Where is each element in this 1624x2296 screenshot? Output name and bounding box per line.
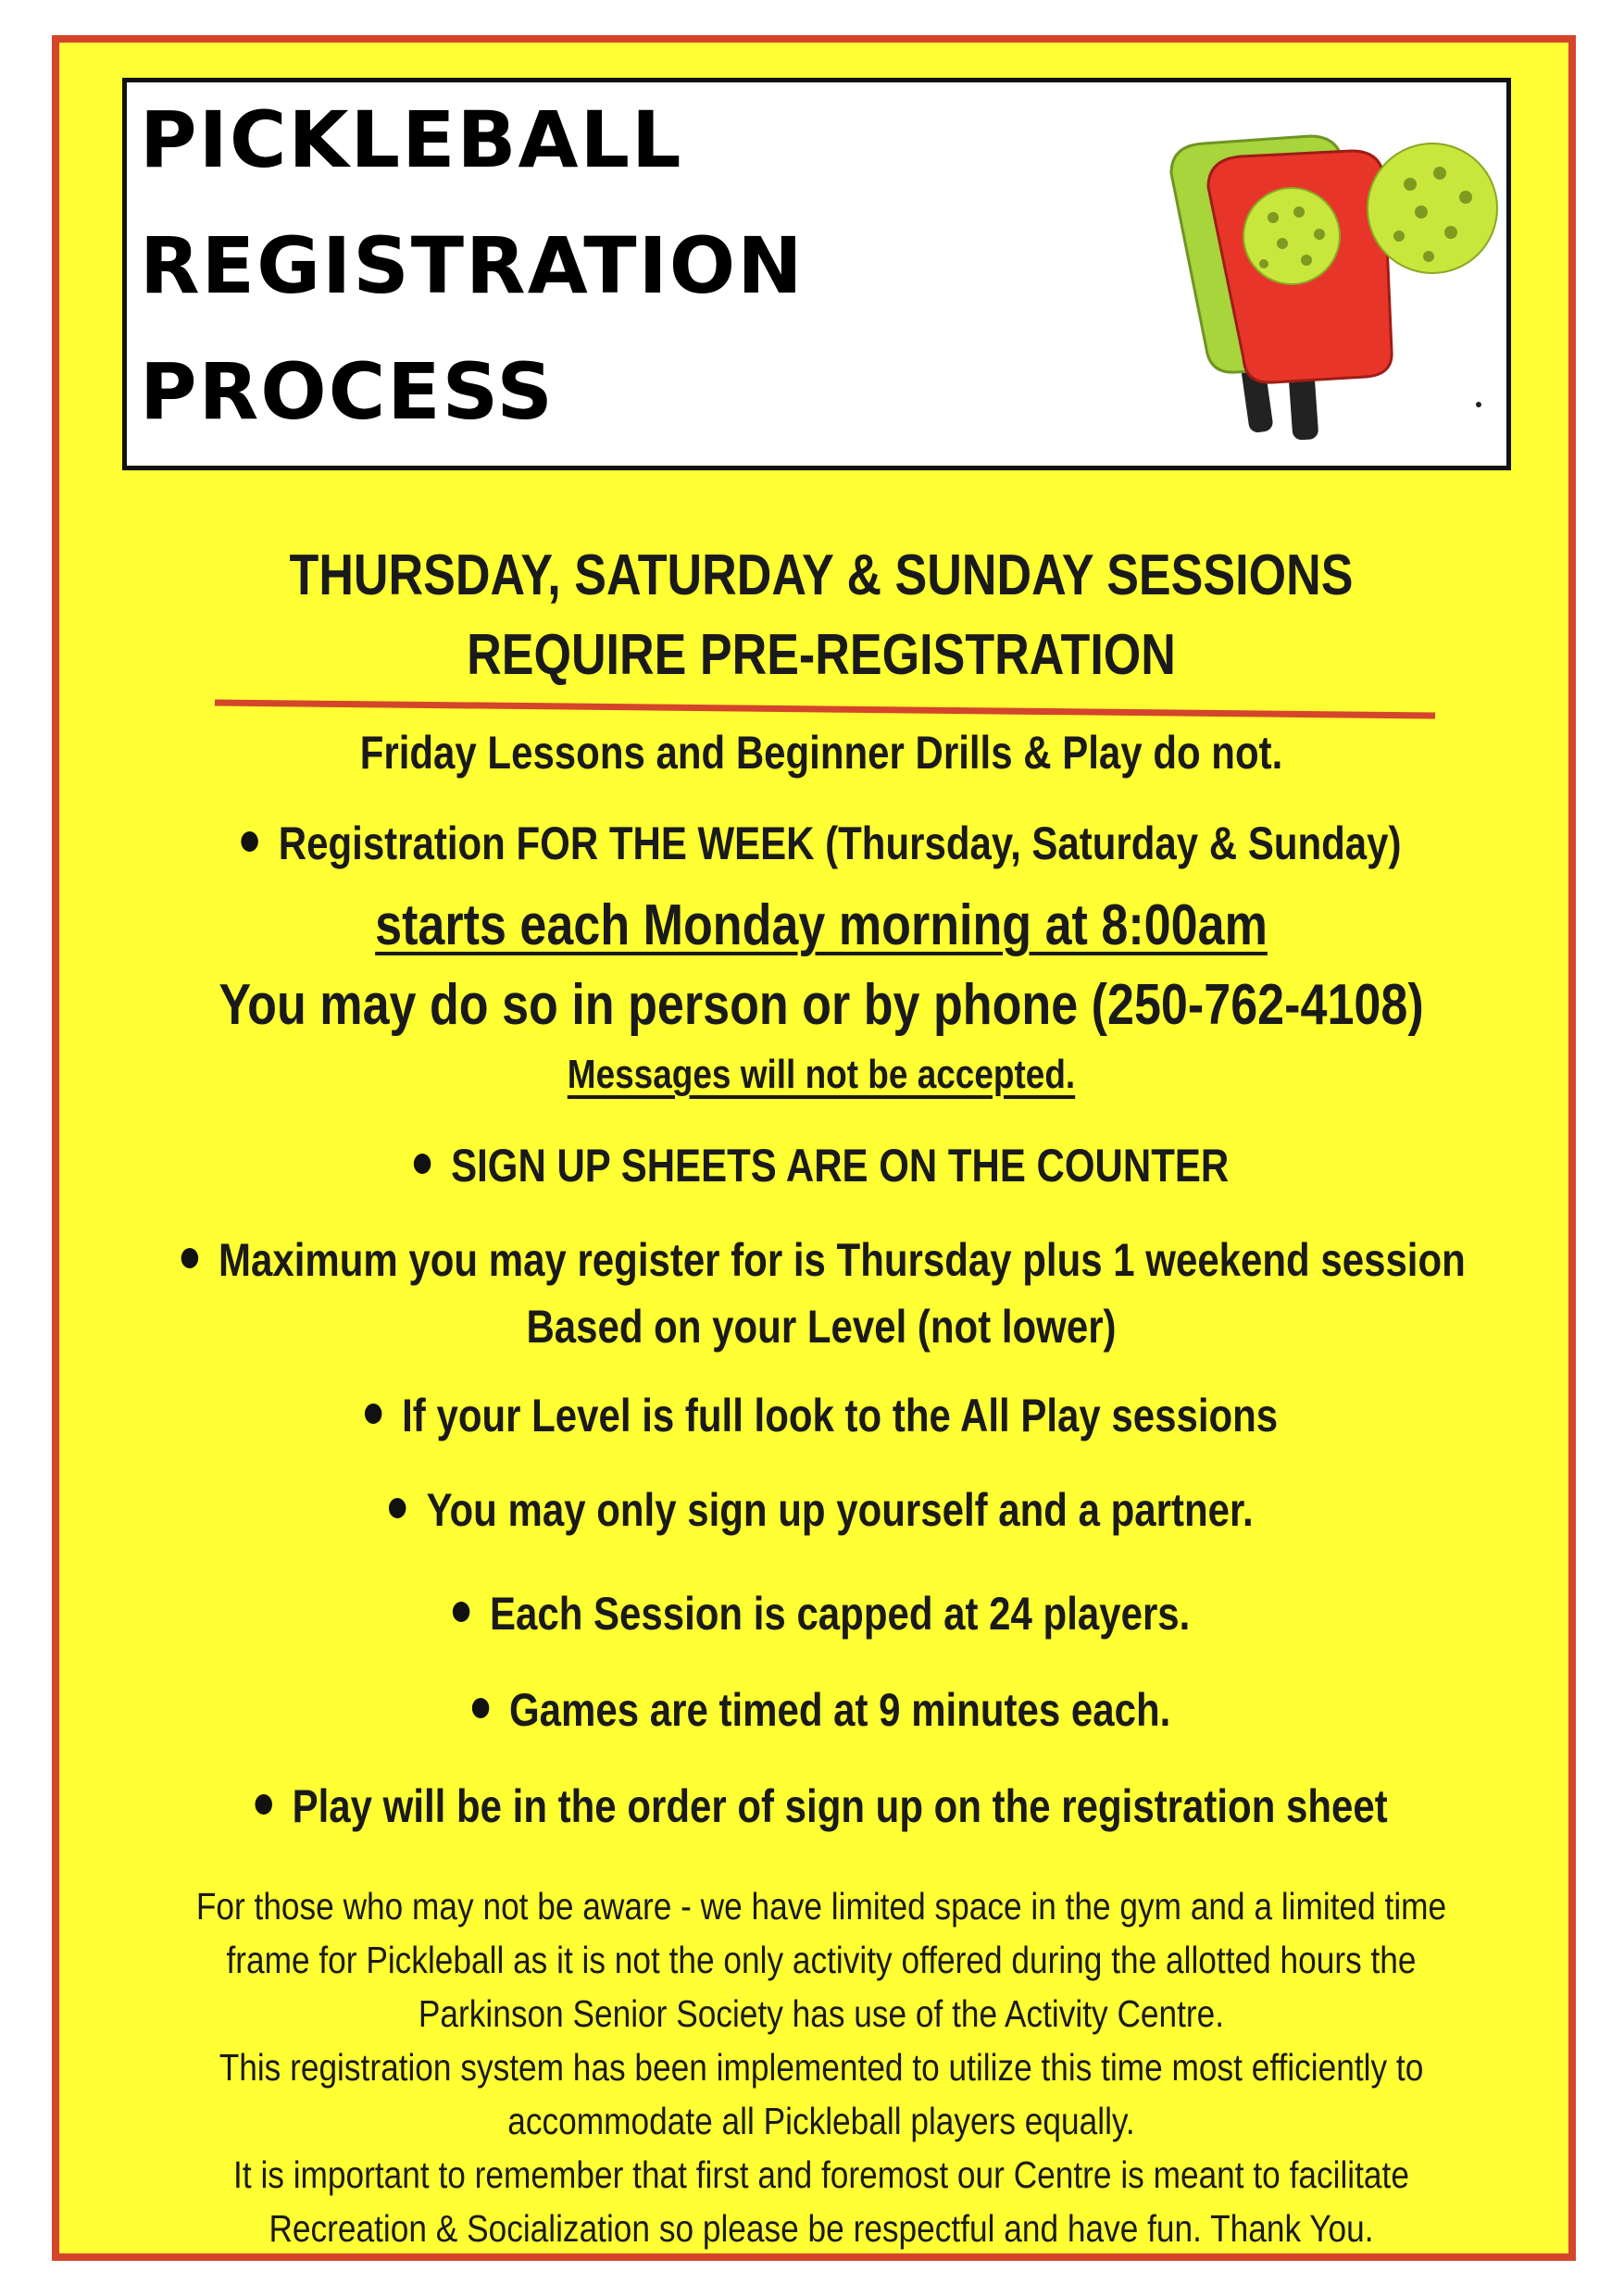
bullet-partner-text: You may only sign up yourself and a partner. [426, 1484, 1254, 1536]
bullet-maximum-sub: Based on your Level (not lower) [526, 1301, 1117, 1353]
registration-start-time: starts each Monday morning at 8:00am [375, 893, 1268, 957]
bullet-capped-text: Each Session is capped at 24 players. [489, 1588, 1191, 1640]
bullet-signup-sheets [181, 1139, 1462, 1192]
bullet-partner [181, 1483, 1462, 1537]
bullet-icon [255, 1794, 271, 1815]
bullet-icon [365, 1404, 381, 1424]
exception-note: Friday Lessons and Beginner Drills & Play do not. [359, 727, 1283, 779]
poster [52, 35, 1576, 2261]
pickleball-ball-icon [1243, 188, 1340, 284]
closing-line-4: This registration system has been implemented to utilize this time most efficiently to [219, 2046, 1424, 2089]
bullet-maximum-text: Maximum you may register for is Thursday plus 1 weekend session [219, 1234, 1466, 1286]
title-box [122, 78, 1511, 470]
registration-bullet-text: Registration FOR THE WEEK (Thursday, Saturday & Sunday) [278, 817, 1402, 869]
closing-line-2: frame for Pickleball as it is not the only activity offered during the allotted hours the [226, 1939, 1417, 1981]
bullet-level-full-text: If your Level is full look to the All Play sessions [402, 1390, 1279, 1441]
headline-line-2: REQUIRE PRE-REGISTRATION [467, 623, 1176, 687]
bullet-icon [389, 1498, 406, 1518]
title-line-3: PROCESS [140, 346, 555, 437]
bullet-level-full [181, 1389, 1462, 1442]
pickleball-paddles-icon [1134, 108, 1505, 442]
bullet-icon [241, 831, 257, 852]
bullet-icon [453, 1602, 469, 1622]
bullet-icon [414, 1154, 431, 1174]
bullet-timed [181, 1683, 1462, 1737]
headline-line-1: THURSDAY, SATURDAY & SUNDAY SESSIONS [289, 543, 1354, 607]
bullet-capped [181, 1587, 1462, 1641]
bullet-icon [472, 1698, 489, 1718]
bullet-order [181, 1779, 1462, 1833]
title-line-1: PICKLEBALL [140, 94, 683, 185]
bullet-maximum [181, 1233, 1466, 1287]
title-line-2: REGISTRATION [140, 220, 805, 311]
bullet-icon [181, 1248, 198, 1268]
closing-line-3: Parkinson Senior Society has use of the Activity Centre. [418, 1992, 1225, 2035]
closing-line-1: For those who may not be aware - we have limited space in the gym and a limited time [195, 1885, 1447, 1928]
closing-line-6: It is important to remember that first and foremost our Centre is meant to facilitate [233, 2153, 1409, 2196]
red-underline [213, 697, 1437, 723]
bullet-timed-text: Games are timed at 9 minutes each. [509, 1684, 1171, 1736]
messages-note: Messages will not be accepted. [567, 1052, 1076, 1097]
closing-line-5: accommodate all Pickleball players equally. [507, 2100, 1135, 2142]
registration-bullet [181, 817, 1462, 870]
bullet-signup-sheets-text: SIGN UP SHEETS ARE ON THE COUNTER [451, 1140, 1230, 1192]
closing-line-7: Recreation & Socialization so please be respectful and have fun. Thank You. [269, 2207, 1374, 2250]
registration-method: You may do so in person or by phone (250-762-4108) [219, 973, 1424, 1037]
closing-paragraph [166, 1879, 1477, 2255]
bullet-order-text: Play will be in the order of sign up on the registration sheet [292, 1780, 1388, 1832]
